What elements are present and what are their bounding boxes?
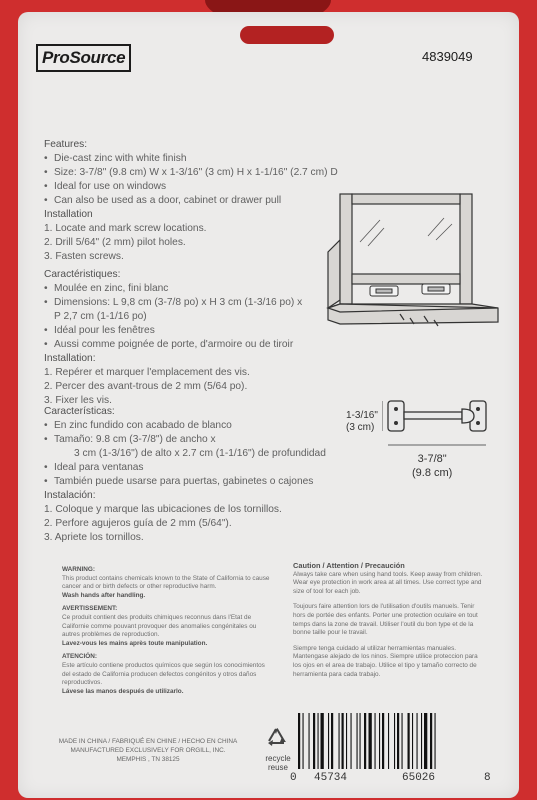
feature-item: • Can also be used as a door, cabinet or drawer pull [44,194,338,208]
recycle-label [258,754,298,772]
english-section [44,138,338,264]
feature-item: • Ideal para ventanas [44,461,326,475]
warning-title-en: WARNING: [62,566,96,573]
feature-item-continued: P 2,7 cm (1-1/16 po) [54,311,147,322]
warning-title-fr: AVERTISSEMENT: [62,605,118,613]
brand-logo: ProSource [36,44,131,72]
barcode-bar [435,713,436,769]
barcode-bar [357,713,358,769]
install-step: 2. Drill 5/64" (2 mm) pilot holes. [44,237,186,248]
install-step: 1. Coloque y marque las ubicaciones de los tornillos. [44,504,282,515]
width-inch: 3-7/8" [417,453,447,465]
footer-origin: MADE IN CHINA / FABRIQUÉ EN CHINE / HECHO EN CHINA [58,738,238,745]
barcode-bar [339,713,340,769]
warning-bold-en: Wash hands after handling. [62,591,146,599]
install-step: 1. Locate and mark screw locations. [44,223,207,234]
barcode-bar [379,713,380,769]
install-step: 3. Fasten screws. [44,251,124,262]
barcode-bar [298,713,300,769]
barcode-bar [412,713,413,769]
warning-title-es: ATENCIÓN: [62,653,98,661]
feature-item: • Die-cast zinc with white finish [44,152,338,166]
sku-number: 4839049 [422,49,473,64]
feature-item: • Aussi comme poignée de porte, d'armoire ou de tiroir [44,338,302,352]
barcode-bar [328,713,329,769]
footer-manufacturer: MANUFACTURED EXCLUSIVELY FOR ORGILL, INC. [70,747,226,754]
install-step: 3. Fixer les vis. [44,395,112,406]
barcode-digit-right: 8 [484,772,491,784]
caution-text-es: Siempre tenga cuidado al utilizar herramientas manuales. Mantengase alejado de los ninos. Siempre utilice proteccion para los ojos en el area de trabajo. Utilice el tipo y tamaño correcto de herramienta para cada trabajo. [293,644,478,678]
hook-dimension-diagram [382,395,502,455]
barcode-bar [309,713,310,769]
feature-item: • Dimensions: L 9,8 cm (3-7/8 po) x H 3 cm (1-3/16 po) x [44,296,302,310]
warning-bold-fr: Lavez-vous les mains après toute manipulation. [62,639,208,647]
width-cm: (9.8 cm) [412,467,453,479]
install-step: 2. Percer des avant-trous de 2 mm (5/64 po). [44,381,248,392]
barcode-bar [394,713,395,769]
warning-text-es: Este artículo contiene productos químicos que según los conocimientos del estado de California producen defectos congénitos y otros daños reproductivos. [62,661,265,687]
feature-item-continued: 3 cm (1-3/16") de alto x 2.7 cm (1-1/16") de profundidad [74,448,326,459]
barcode-bar [346,713,347,769]
install-step: 1. Repérer et marquer l'emplacement des vis. [44,367,250,378]
width-dimension-label [412,452,452,480]
barcode-bar [331,713,333,769]
install-step: 3. Apriete los tornillos. [44,532,144,543]
caution-block [293,562,485,679]
feature-item: • En zinc fundido con acabado de blanco [44,419,326,433]
installation-heading: Instalación: [44,490,96,501]
upc-barcode [296,713,482,773]
height-inch: 1-3/16" [346,410,378,421]
manufacturer-footer [42,737,254,764]
barcode-bar [388,713,389,769]
barcode-bar [351,713,352,769]
barcode-bar [321,713,324,769]
height-cm: (3 cm) [346,422,375,433]
feature-item: • Tamaño: 9.8 cm (3-7/8") de ancho x [44,433,326,447]
feature-item: • También puede usarse para puertas, gabinetes o cajones [44,475,326,489]
warning-text-en: This product contains chemicals known to the State of California to cause cancer and or birth defects or other reproductive harm. [62,574,270,591]
recycle-icon [264,726,290,752]
window-illustration [320,190,500,340]
barcode-bar [402,713,403,769]
caution-title: Caution / Attention / Precaución [293,561,405,570]
barcode-bar [408,713,410,769]
barcode-bar [397,713,399,769]
install-step: 2. Perfore agujeros guía de 2 mm (5/64"). [44,518,232,529]
feature-item: • Ideal for use on windows [44,180,338,194]
barcode-bar [303,713,304,769]
barcode-bar [382,713,384,769]
barcode-bar [360,713,361,769]
installation-heading: Installation [44,209,93,220]
barcode-bar [375,713,376,769]
barcode-bar [318,713,319,769]
recycle-text: recycle [265,754,291,763]
barcode-group-1: 45734 [314,772,348,784]
barcode-bar [313,713,315,769]
feature-item: • Size: 3-7/8" (9.8 cm) W x 1-3/16" (3 cm) H x 1-1/16" (2.7 cm) D [44,166,338,180]
warning-bold-es: Lávese las manos después de utilizarlo. [62,687,184,695]
reuse-text: reuse [267,763,288,772]
caution-text-fr: Toujours faire attention lors de l'utilisation d'outils manuels. Tenir hors de portée des enfants. Porter une protection oculaire en tout temps dans la zone de travail. Utiliser l'outil du bon type et de la bonne taille pour le travail. [293,603,478,637]
feature-item: • Idéal pour les fenêtres [44,324,302,338]
barcode-bar [369,713,372,769]
prop65-warning [62,566,272,696]
spanish-section [44,405,326,545]
barcode-bar [364,713,366,769]
barcode-bar [424,713,427,769]
barcode-group-2: 65026 [402,772,436,784]
barcode-bar [430,713,432,769]
height-dimension-label [346,410,378,434]
feature-item: • Moulée en zinc, fini blanc [44,282,302,296]
footer-address: MEMPHIS , TN 38125 [116,756,180,763]
barcode-bar [342,713,344,769]
features-heading: Características: [44,406,115,417]
barcode-digit-left: 0 [290,772,297,784]
warning-text-fr: Ce produit contient des produits chimiques reconnus dans l'Etat de Californie comme pouvant provoquer des anomalies congénitales ou autres problèmes de reproduction. [62,613,257,639]
barcode-bar [421,713,422,769]
features-heading: Features: [44,139,88,150]
barcode-bar [417,713,418,769]
features-heading: Caractéristiques: [44,269,121,280]
caution-text-en: Always take care when using hand tools. Keep away from children. Wear eye protection in work area at all times. Use correct type and size of tool for each job. [293,570,483,595]
hang-hole [240,26,334,44]
french-section [44,268,302,408]
installation-heading: Installation: [44,353,96,364]
